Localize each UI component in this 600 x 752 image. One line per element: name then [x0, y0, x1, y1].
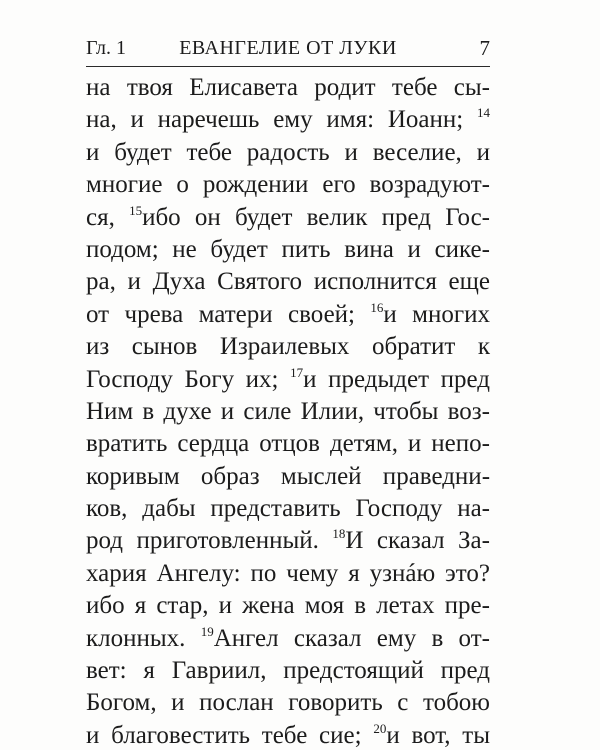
text-line — [86, 461, 490, 493]
text-line — [86, 104, 490, 136]
text-line — [86, 266, 490, 298]
scripture-text — [86, 72, 490, 752]
verse-number: 15 — [129, 202, 143, 218]
text-segment: хария Ангелу: по чему я узнáю это? — [86, 559, 490, 587]
text-segment: ся, — [86, 203, 130, 231]
text-line — [86, 525, 490, 557]
text-segment: подом; не будет пить вина и сике- — [86, 235, 490, 263]
text-segment: и вот, ты — [386, 721, 491, 749]
text-segment: Ним в духе и силе Илии, чтобы воз- — [86, 397, 490, 425]
text-line — [86, 428, 490, 460]
book-title: ЕВАНГЕЛИЕ ОТ ЛУКИ — [179, 37, 397, 59]
text-segment: вратить сердца отцов детям, и непо- — [86, 430, 490, 458]
text-segment: ра, и Духа Святого исполнится еще — [86, 268, 490, 296]
text-line — [86, 655, 490, 687]
page-number: 7 — [479, 36, 490, 60]
verse-number: 18 — [332, 526, 346, 542]
text-segment: и предыдет пред — [303, 365, 490, 393]
text-line — [86, 202, 490, 234]
text-line — [86, 493, 490, 525]
text-line — [86, 720, 490, 752]
text-segment: от чрева матери своей; — [86, 300, 371, 328]
text-line — [86, 299, 490, 331]
text-segment: ков, дабы представить Господу на- — [86, 495, 490, 523]
text-line — [86, 396, 490, 428]
text-segment: и будет тебе радость и веселие, и — [86, 138, 490, 166]
text-line — [86, 590, 490, 622]
text-segment: Богом, и послан говорить с тобою — [86, 689, 490, 717]
header-rule — [86, 66, 490, 67]
text-line — [86, 364, 490, 396]
text-segment: из сынов Израилевых обратит к — [86, 333, 490, 361]
text-segment: вет: я Гавриил, предстоящий пред — [86, 657, 490, 685]
text-segment: ибо я стар, и жена моя в летах пре- — [86, 592, 490, 620]
text-line — [86, 169, 490, 201]
text-segment: многие о рождении его возрадуют- — [86, 171, 490, 199]
text-segment: род приготовленный. — [86, 527, 333, 555]
text-line — [86, 137, 490, 169]
text-segment: и многих — [383, 300, 491, 328]
text-line — [86, 558, 490, 590]
text-line — [86, 623, 490, 655]
chapter-label: Гл. 1 — [86, 37, 127, 59]
text-segment: клонных. — [86, 624, 201, 652]
text-segment: ибо он будет велик пред Гос- — [142, 203, 491, 231]
text-segment: коривым образ мыслей праведни- — [86, 462, 491, 490]
verse-number: 20 — [373, 720, 387, 736]
verse-number: 17 — [290, 364, 304, 380]
verse-number: 16 — [370, 299, 384, 315]
text-line — [86, 234, 490, 266]
running-header — [86, 34, 490, 62]
verse-number: 14 — [476, 105, 490, 121]
text-segment: И сказал За- — [345, 527, 490, 555]
text-segment: и благовестить тебе сие; — [86, 721, 374, 749]
text-segment: на твоя Елисавета родит тебе сы- — [86, 74, 490, 101]
text-segment: на, и наречешь ему имя: Иоанн; — [86, 106, 477, 134]
text-line — [86, 687, 490, 719]
text-line — [86, 331, 490, 363]
text-segment: Господу Богу их; — [86, 365, 291, 393]
verse-number: 19 — [200, 623, 214, 639]
text-line — [86, 72, 490, 104]
text-segment: Ангел сказал ему в от- — [213, 624, 490, 652]
